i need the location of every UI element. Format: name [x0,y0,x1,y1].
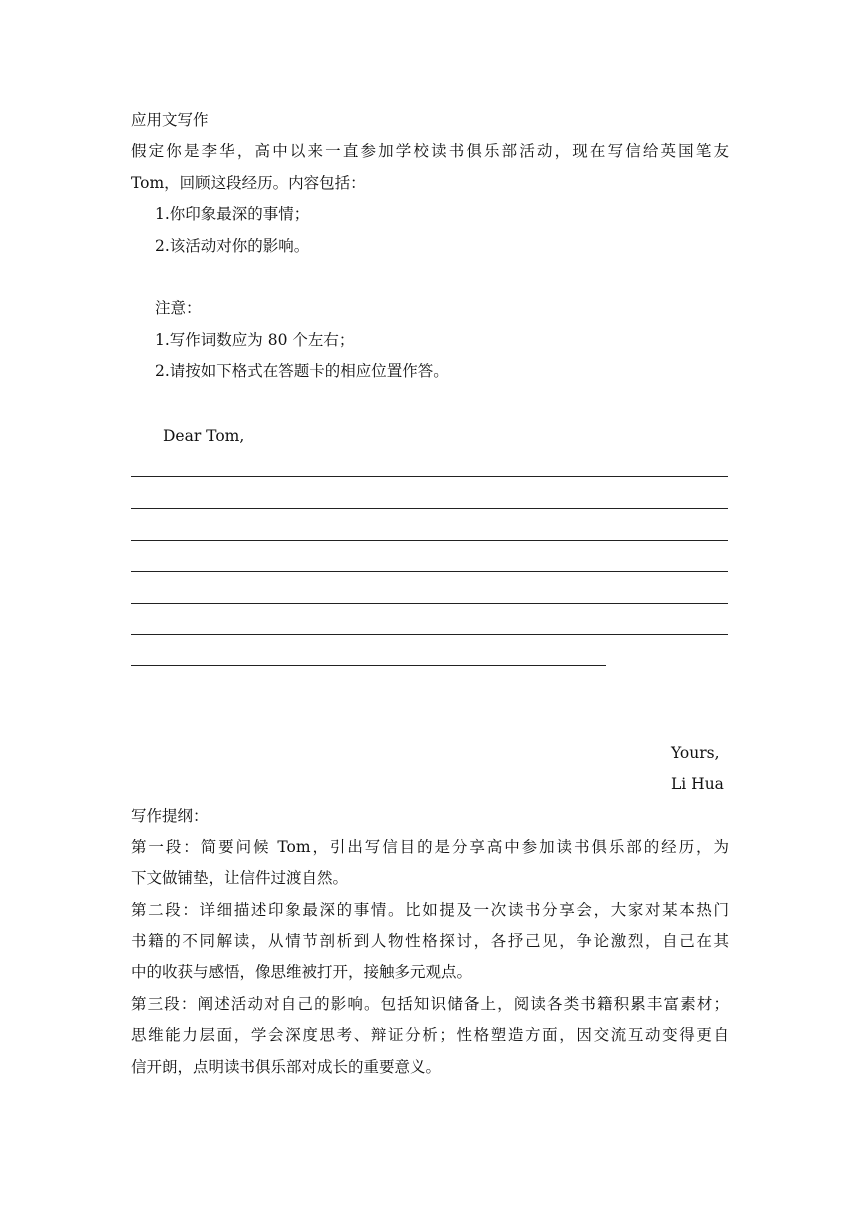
letter-salutation: Dear Tom, [163,427,245,445]
content-item-1: 1.你印象最深的事情； [155,205,310,223]
answer-line-short [131,665,606,666]
outline-paragraph-2-line-1: 第二段：详细描述印象最深的事情。比如提及一次读书分享会，大家对某本热门 [131,901,729,919]
outline-paragraph-2-line-3: 中的收获与感悟，像思维被打开，接触多元观点。 [131,963,473,981]
answer-line [131,476,728,477]
task-prompt-line-2: Tom，回顾这段经历。内容包括： [131,174,366,192]
content-item-2: 2.该活动对你的影响。 [155,237,310,255]
outline-heading: 写作提纲： [131,807,209,825]
task-heading: 应用文写作 [131,111,209,129]
task-prompt-line-1: 假定你是李华，高中以来一直参加学校读书俱乐部活动，现在写信给英国笔友 [131,142,729,160]
answer-line [131,603,728,604]
letter-signature: Li Hua [671,775,724,793]
letter-closing: Yours, [671,744,720,762]
notice-item-2: 2.请按如下格式在答题卡的相应位置作答。 [155,362,449,380]
answer-line [131,634,728,635]
outline-paragraph-3-line-3: 信开朗，点明读书俱乐部对成长的重要意义。 [131,1058,442,1076]
outline-paragraph-1-line-2: 下文做铺垫，让信件过渡自然。 [131,869,349,887]
outline-paragraph-3-line-1: 第三段：阐述活动对自己的影响。包括知识储备上，阅读各类书籍积累丰富素材； [131,995,729,1013]
answer-line [131,571,728,572]
notice-heading: 注意： [155,299,202,317]
answer-line [131,540,728,541]
outline-paragraph-2-line-2: 书籍的不同解读，从情节剖析到人物性格探讨，各抒己见，争论激烈，自己在其 [131,932,729,950]
outline-paragraph-1-line-1: 第一段：简要问候 Tom，引出写信目的是分享高中参加读书俱乐部的经历，为 [131,838,729,856]
notice-item-1: 1.写作词数应为 80 个左右； [155,331,355,349]
outline-paragraph-3-line-2: 思维能力层面，学会深度思考、辩证分析；性格塑造方面，因交流互动变得更自 [131,1026,729,1044]
answer-line [131,508,728,509]
